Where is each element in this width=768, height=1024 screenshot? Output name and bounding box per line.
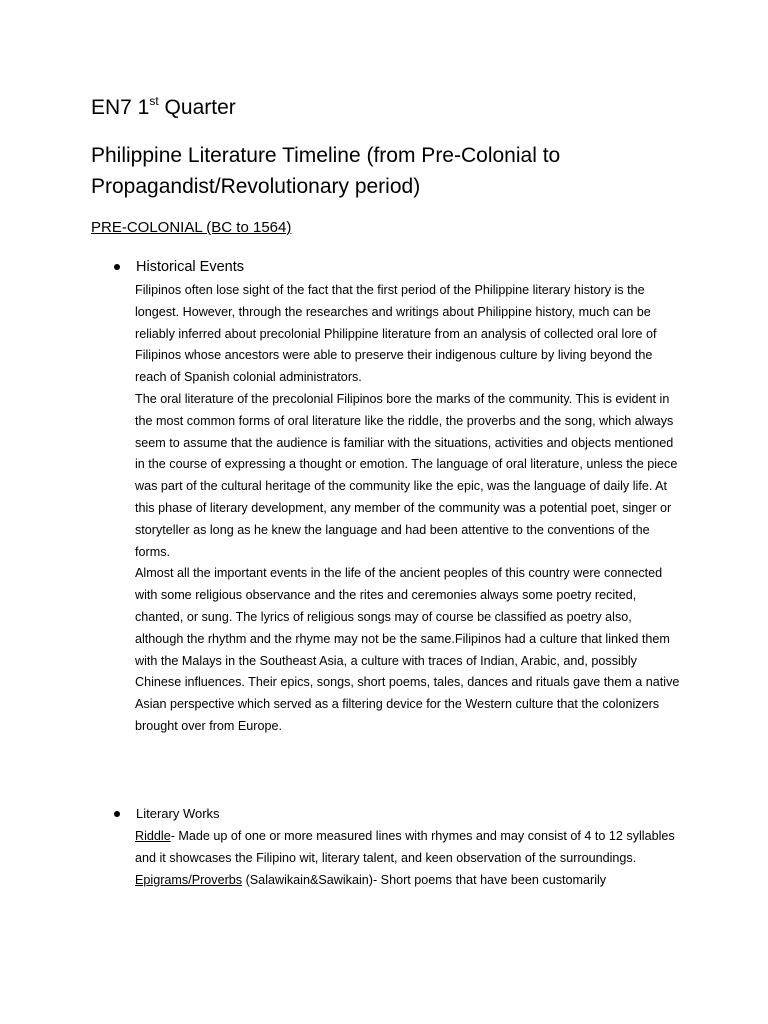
paragraph: Almost all the important events in the life of the ancient peoples of this country were connected with some religious observance and the rites and ceremonies always some poetry recited, chanted, or sung. The lyrics of religious songs may of course be classified as poetry also, although the rhythm and the rhyme may not be the same.Filipinos had a culture that linked them with the Malays in the Southeast Asia, a culture with traces of Indian, Arabic, and, possibly Chinese influences. Their epics, songs, short poems, tales, dances and rituals gave them a native Asian perspective which served as a filtering device for the Western culture that the colonizers brought over from Europe. bbox=[135, 566, 680, 733]
epigram-definition: (Salawikain&Sawikain)- Short poems that have been customarily bbox=[242, 872, 607, 887]
riddle-entry bbox=[135, 826, 680, 870]
course-code: EN7 1 bbox=[91, 96, 150, 119]
quarter-label: Quarter bbox=[158, 96, 236, 119]
document-title: Philippine Literature Timeline (from Pre-Colonial to Propagandist/Revolutionary period) bbox=[91, 144, 561, 198]
riddle-term: Riddle bbox=[135, 829, 171, 843]
bullet-literary-works bbox=[114, 804, 220, 824]
course-quarter-heading bbox=[91, 94, 236, 122]
literary-works-label: Literary Works bbox=[136, 806, 220, 821]
period-heading: PRE-COLONIAL (BC to 1564) bbox=[91, 219, 292, 236]
epigram-entry bbox=[135, 870, 680, 892]
historical-events-body bbox=[135, 280, 680, 738]
paragraph: Filipinos often lose sight of the fact that the first period of the Philippine literary history is the longest. However, through the researches and writings about Philippine history, much can be reliably inferred about precolonial Philippine literature from an analysis of collected oral lore of Filipinos whose ancestors were able to preserve their indigenous culture by living beyond the reach of Spanish colonial administrators. bbox=[135, 283, 657, 385]
paragraph: The oral literature of the precolonial Filipinos bore the marks of the community. This is evident in the most common forms of oral literature like the riddle, the proverbs and the song, which always seem to assume that the audience is familiar with the situations, activities and objects mentioned in the course of expressing a thought or emotion. The language of oral literature, unless the piece was part of the cultural heritage of the community like the epic, was the language of daily life. At this phase of literary development, any member of the community was a potential poet, singer or storyteller as long as he knew the language and had been attentive to the conventions of the forms. bbox=[135, 391, 678, 559]
riddle-definition: - Made up of one or more measured lines with rhymes and may consist of 4 to 12 syllables and it showcases the Filipino wit, literary talent, and keen observation of the surroundings. bbox=[135, 829, 675, 865]
bullet-dot-icon bbox=[114, 264, 120, 270]
ordinal-suffix: st bbox=[149, 94, 159, 108]
epigram-term: Epigrams/Proverbs bbox=[135, 872, 243, 887]
bullet-historical-events bbox=[114, 257, 244, 277]
literary-works-body bbox=[135, 826, 680, 891]
historical-events-label: Historical Events bbox=[136, 259, 244, 275]
bullet-dot-icon bbox=[114, 811, 120, 817]
